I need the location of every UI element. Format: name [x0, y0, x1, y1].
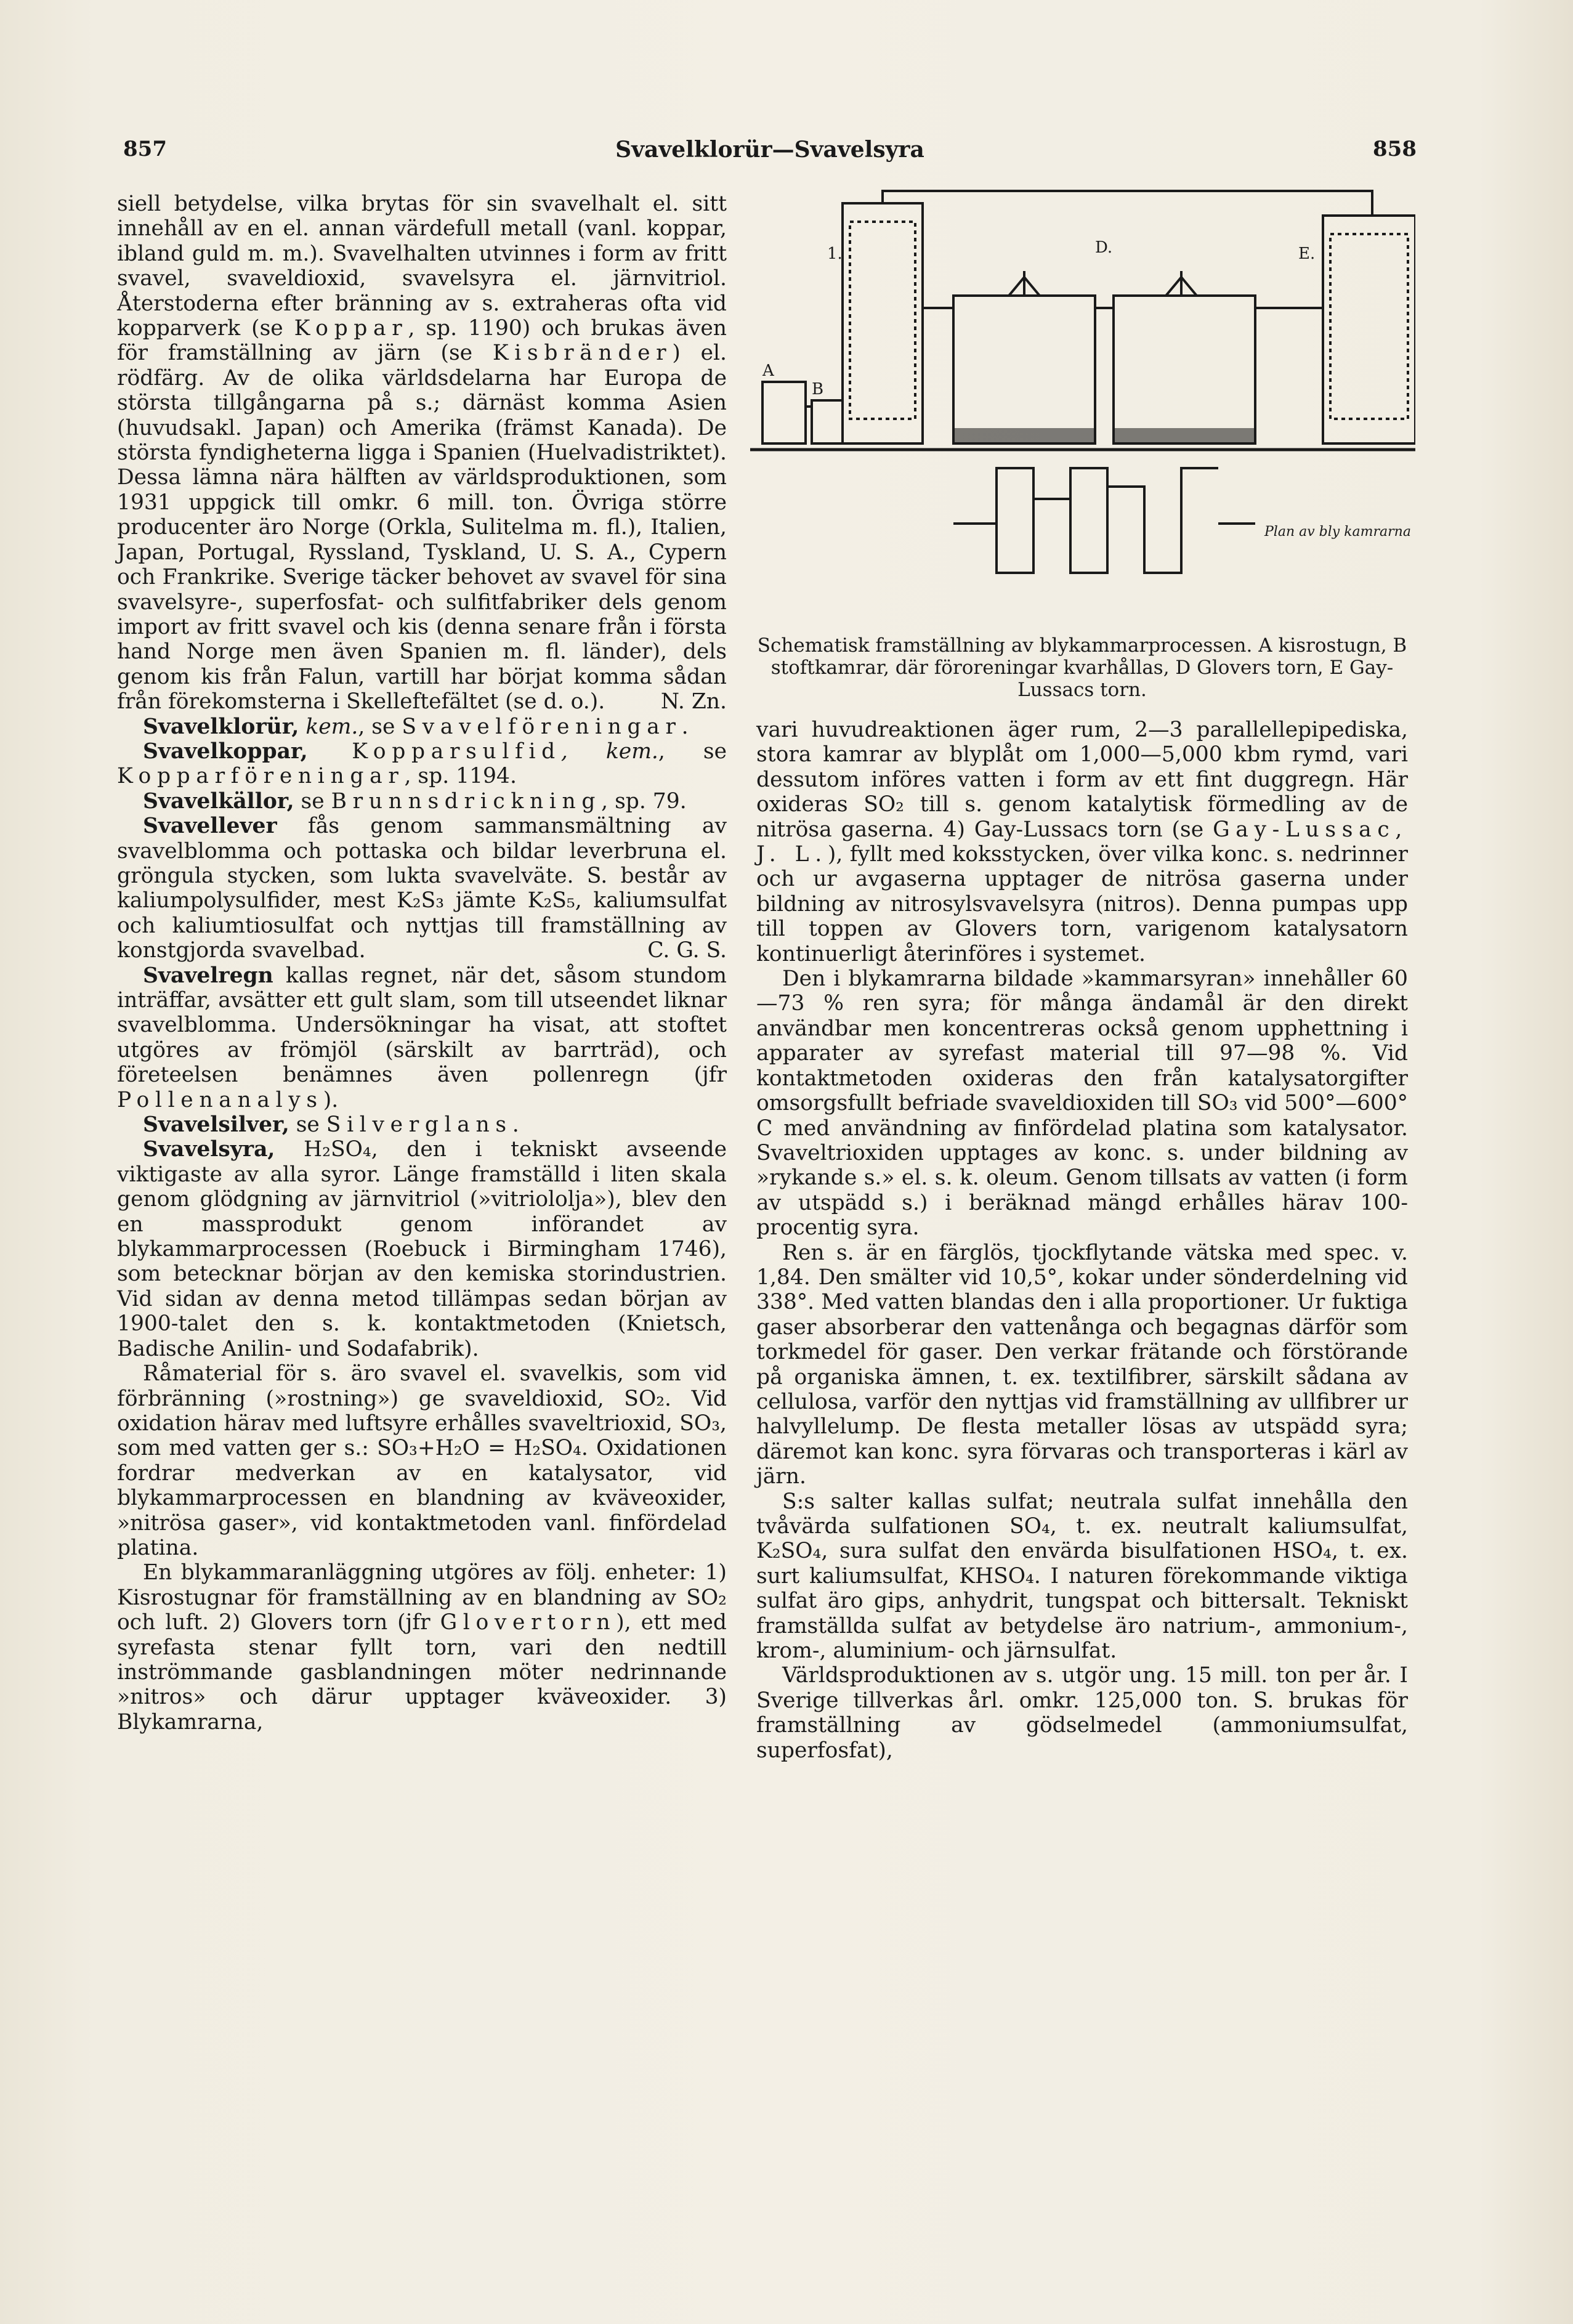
left-column — [117, 192, 727, 1735]
page-number-right: 858 — [1373, 137, 1417, 161]
entry-svavellever: Svavellever fås genom sammansmältning av svavelblomma och pottaska och bildar leverbruna el. gröngula stycken, som lukta svavelväte. S. består av kaliumpolysulfider, mest K₂S₃ jämte K₂S₅, kaliumsulfat och kaliumtiosulfat och nyttjas till framställning av konstgjorda svavelbad. C. G. S. — [117, 814, 727, 963]
label-1: 1. — [827, 245, 843, 263]
right-column — [756, 718, 1408, 1763]
signature: N. Zn. — [660, 689, 727, 715]
paragraph-kammarsyran: Den i blykamrarna bildade »kammarsyran» innehåller 60—73 % ren syra; för många ändamål är den direkt användbar men koncentreras också genom upphettning i apparater av syrefast material till 97—98 %. Vid kontaktmetoden oxideras den från katalysatorgifter omsorgsfullt befriade svaveldioxiden till SO₃ vid 500°—600° C med användning av finfördelad platina som katalysator. Svaveltrioxiden upptages av konc. s. under bildning av »rykande s.» el. s. k. oleum. Genom tillsats av vatten (i form av utspädd s.) i beräknad mängd erhålles härav 100-procentig syra. — [756, 966, 1408, 1241]
signature: C. G. S. — [647, 938, 727, 963]
figure-caption: Schematisk framställning av blykammarprocessen. A kisrostugn, B stoftkamrar, där föroreningar kvarhållas, D Glovers torn, E Gay-Lussacs torn. — [757, 634, 1407, 701]
lead-chamber-diagram — [750, 179, 1415, 622]
paragraph-ramaterial: Råmaterial för s. äro svavel el. svavelkis, som vid förbränning (»rostning») ge svaveldioxid, SO₂. Vid oxidation härav med luftsyre erhålles svaveltrioxid, SO₃, som med vatten ger s.: SO₃+H₂O = H₂SO₄. Oxidationen fordrar medverkan av en katalysator, vid blykammarprocessen en blandning av kväveoxider, »nitrösa gaser», vid kontaktmetoden vanl. finfördelad platina. — [117, 1361, 727, 1560]
paragraph-blykamrarna-cont: vari huvudreaktionen äger rum, 2—3 parallellepipediska, stora kamrar av blyplåt om 1,000—5,000 kbm rymd, vari dessutom införes vatten i form av ett fint duggregn. Här oxideras SO₂ till s. genom katalytisk förmedling av de nitrösa gaserna. 4) Gay-Lussacs torn (se Gay-Lussac, J. L.), fyllt med koksstycken, över vilka konc. s. nedrinner och ur avgaserna upptager de nitrösa gaserna under bildning av nitrosylsvavelsyra (nitros). Denna pumpas upp till toppen av Glovers torn, varigenom katalysatorn kontinuerligt återinföres i systemet. — [756, 718, 1408, 966]
running-title: Svavelklorür—Svavelsyra — [615, 137, 924, 163]
label-a: A — [762, 362, 774, 380]
dust-chamber — [812, 400, 843, 443]
label-d: D. — [1095, 238, 1113, 257]
entry-svavelkoppar: Svavelkoppar, Kopparsulfid, kem., se Kopparföreningar, sp. 1194. — [117, 739, 727, 789]
lead-chamber-2 — [1114, 296, 1255, 443]
diagram-svg — [750, 179, 1415, 622]
page-number-left: 857 — [123, 137, 167, 161]
entry-svavelsyra: Svavelsyra, H₂SO₄, den i tekniskt avseende viktigaste av alla syror. Länge framställd i liten skala genom glödgning av järnvitriol (»vitriololja»), blev den en massprodukt genom införandet av blykammarprocessen (Roebuck i Birmingham 1746), som betecknar början av den kemiska storindustrien. Vid sidan av denna metod tillämpas sedan början av 1900-talet den s. k. kontaktmetoden (Knietsch, Badische Anilin- und Sodafabrik). — [117, 1137, 727, 1361]
entry-svavelsilver: Svavelsilver, se Silverglans. — [143, 1112, 519, 1138]
gay-lussac-tower — [1323, 216, 1415, 443]
label-b: B — [812, 380, 824, 399]
entry-svavelregn: Svavelregn kallas regnet, när det, såsom stundom inträffar, avsätter ett gult slam, som till utseendet liknar svavelblomma. Undersökningar ha visat, att stoftet utgöres av frömjöl (särskilt av barrträd), och företeelsen benämnes även pollenregn (jfr Pollenanalys). — [117, 963, 727, 1112]
entry-svavelkallor: Svavelkällor, se Brunnsdrickning, sp. 79. — [143, 788, 687, 814]
entry-svavelklorur: Svavelklorür, kem., se Svavelföreningar. — [143, 714, 689, 739]
plan-label: Plan av bly kamrarna — [1264, 524, 1411, 540]
paragraph-blykammaranlaggning: En blykammaranläggning utgöres av följ. enheter: 1) Kisrostugnar för framställning av en blandning av SO₂ och luft. 2) Glovers torn (jfr Glovertorn), ett med syrefasta stenar fyllt torn, vari den nedtill inströmmande gasblandningen möter nedrinnande »nitros» och därur upptager kväveoxider. 3) Blykamrarna, — [117, 1560, 727, 1735]
page-header — [123, 137, 1417, 174]
paragraph-properties: Ren s. är en färglös, tjockflytande vätska med spec. v. 1,84. Den smälter vid 10,5°, kokar under sönderdelning vid 338°. Med vatten blandas den i alla proportioner. Ur fuktiga gaser absorberar den vattenånga och begagnas därför som torkmedel för gaser. Den verkar frätande och förstörande på organiska ämnen, t. ex. textilfibrer, särskilt sådana av cellulosa, varför den nyttjas vid framställning av ullfibrer ur halvyllelump. De flesta metaller lösas av utspädd syra; däremot kan konc. syra förvaras och transporteras i kärl av järn. — [756, 1240, 1408, 1489]
label-e: E. — [1298, 245, 1316, 263]
paragraph-salts: S:s salter kallas sulfat; neutrala sulfat innehålla den tvåvärda sulfationen SO₄, t. ex. neutralt kaliumsulfat, K₂SO₄, sura sulfat den envärda bisulfationen HSO₄, t. ex. surt kaliumsulfat, KHSO₄. I naturen förekommande viktiga sulfat äro gips, anhydrit, tungspat och bittersalt. Tekniskt framställda sulfat av betydelse äro natrium-, ammonium-, krom-, aluminium- och järnsulfat. — [756, 1489, 1408, 1664]
glover-tower — [843, 203, 923, 443]
paragraph-production: Världsproduktionen av s. utgör ung. 15 mill. ton per år. I Sverige tillverkas årl. omkr. 125,000 ton. S. brukas för framställning av gödselmedel (ammoniumsulfat, superfosfat), — [756, 1663, 1408, 1763]
pyrite-kiln — [762, 382, 806, 443]
paragraph-svavelkis-end: siell betydelse, vilka brytas för sin svavelhalt el. sitt innehåll av en el. annan värdefull metall (vanl. koppar, ibland guld m. m.). Svavelhalten utvinnes i form av fritt svavel, svaveldioxid, svavelsyra el. järnvitriol. Återstoderna efter bränning av s. extraheras ofta vid kopparverk (se Koppar, sp. 1190) och brukas även för framställning av järn (se Kisbränder) el. rödfärg. Av de olika världsdelarna har Europa de största tillgångarna på s.; därnäst komma Asien (huvudsakl. Japan) och Amerika (främst Kanada). De största fyndigheterna ligga i Spanien (Huelvadistriktet). Dessa lämna nära hälften av världsproduktionen, som 1931 uppgick till omkr. 6 mill. ton. Övriga större producenter äro Norge (Orkla, Sulitelma m. fl.), Italien, Japan, Portugal, Ryssland, Tyskland, U. S. A., Cypern och Frankrike. Sverige täcker behovet av svavel för sina svavelsyre-, superfosfat- och sulfitfabriker dels genom import av fritt svavel och kis (denna senare från i första hand Norge men även Spanien m. fl. länder), dels genom kis från Falun, vartill har börjat komma sådan från förekomsterna i Skelleftefältet (se d. o.). N. Zn. — [117, 192, 727, 715]
lead-chamber-1 — [953, 296, 1095, 443]
